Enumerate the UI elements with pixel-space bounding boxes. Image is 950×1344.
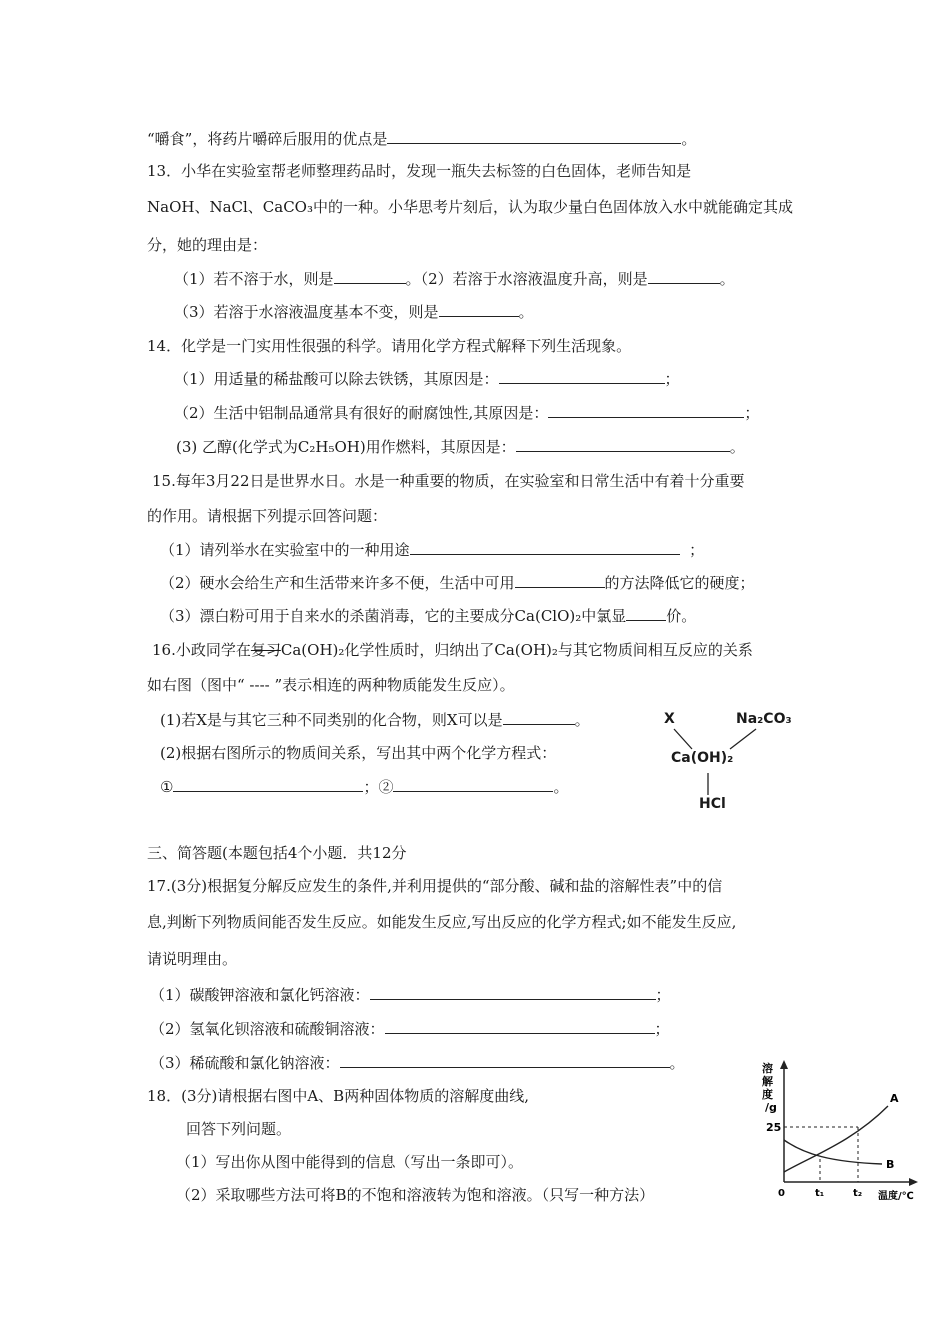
q16-part-1: (1)若X是与其它三种不同类别的化合物，则X可以是 。 bbox=[160, 711, 590, 729]
q13-line-1: 13．小华在实验室帮老师整理药品时，发现一瓶失去标签的白色固体，老师告知是 bbox=[147, 162, 692, 180]
q12-line: “嚼食”，将药片嚼碎后服用的优点是 。 bbox=[147, 130, 697, 148]
q16-line-2: 如右图（图中“ ---- ”表示相连的两种物质能发生反应）。 bbox=[147, 676, 515, 694]
answer-blank[interactable] bbox=[548, 403, 744, 418]
diagram-x: X bbox=[664, 711, 675, 727]
q15-part-1: （1）请列举水在实验室中的一种用途 ； bbox=[160, 541, 705, 559]
connector-x bbox=[674, 729, 692, 749]
curve-b-label: B bbox=[886, 1158, 895, 1171]
curve-b bbox=[784, 1140, 882, 1164]
answer-blank[interactable] bbox=[515, 573, 605, 588]
x-tick-t2: t₂ bbox=[853, 1188, 863, 1199]
q15-part-2: （2）硬水会给生产和生活带来许多不便，生活中可用 的方法降低它的硬度； bbox=[160, 574, 755, 592]
q17-part-3: （3）稀硫酸和氯化钠溶液： 。 bbox=[150, 1054, 685, 1072]
curve-a bbox=[784, 1106, 888, 1172]
q14-part-3: (3) 乙醇(化学式为C₂H₅OH)用作燃料，其原因是： 。 bbox=[176, 438, 745, 456]
q17-part-2: （2）氢氧化钡溶液和硫酸铜溶液： ； bbox=[150, 1020, 670, 1038]
diagram-caoh2: Ca(OH)₂ bbox=[671, 750, 734, 766]
q18-part-1: （1）写出你从图中能得到的信息（写出一条即可）。 bbox=[176, 1153, 524, 1171]
q17-line-2: 息,判断下列物质间能否发生反应。如能发生反应,写出反应的化学方程式;如不能发生反应, bbox=[147, 913, 737, 931]
q14-part-1: （1）用适量的稀盐酸可以除去铁锈，其原因是： ； bbox=[174, 370, 680, 388]
solubility-chart bbox=[752, 1058, 932, 1208]
curve-a-label: A bbox=[890, 1092, 899, 1105]
q17-line-3: 请说明理由。 bbox=[147, 950, 238, 968]
answer-blank[interactable] bbox=[340, 1053, 670, 1068]
answer-blank[interactable] bbox=[516, 437, 730, 452]
q15-part-3: （3）漂白粉可用于自来水的杀菌消毒，它的主要成分Ca(ClO)₂中氯显 价。 bbox=[160, 607, 697, 625]
q16-line-1: 16.小政同学在复习Ca(OH)₂化学性质时，归纳出了Ca(OH)₂与其它物质间相互反应的关系 bbox=[152, 641, 753, 659]
answer-blank[interactable] bbox=[626, 606, 666, 621]
y-tick-25: 25 bbox=[766, 1121, 782, 1134]
y-axis-label-2: 解 bbox=[762, 1075, 773, 1088]
answer-blank[interactable] bbox=[410, 540, 680, 555]
q15-line-2: 的作用。请根据下列提示回答问题： bbox=[147, 507, 388, 525]
q16-part-2: (2)根据右图所示的物质间关系，写出其中两个化学方程式： bbox=[160, 744, 557, 762]
q13-line-3: 分，她的理由是： bbox=[147, 236, 268, 254]
answer-blank[interactable] bbox=[370, 985, 656, 1000]
diagram-hcl: HCl bbox=[699, 796, 726, 812]
diagram-na2co3: Na₂CO₃ bbox=[736, 711, 792, 727]
y-axis-label-3: 度 bbox=[762, 1088, 773, 1101]
answer-blank[interactable] bbox=[499, 369, 665, 384]
answer-blank[interactable] bbox=[648, 269, 720, 284]
x-tick-t1: t₁ bbox=[815, 1188, 825, 1199]
q15-line-1: 15.每年3月22日是世界水日。水是一种重要的物质，在实验室和日常生活中有着十分重要 bbox=[152, 472, 745, 490]
y-axis-label-4: /g bbox=[765, 1101, 777, 1114]
section-3-heading: 三、简答题(本题包括4个小题．共12分 bbox=[147, 844, 407, 862]
y-axis-label-1: 溶 bbox=[762, 1062, 773, 1075]
answer-blank[interactable] bbox=[393, 777, 553, 792]
q16-equations: ① ；② 。 bbox=[160, 778, 569, 796]
connector-na2co3 bbox=[730, 729, 756, 749]
q17-part-1: （1）碳酸钾溶液和氯化钙溶液： ； bbox=[150, 986, 671, 1004]
q17-line-1: 17.(3分)根据复分解反应发生的条件,并利用提供的“部分酸、碱和盐的溶解性表”中的信 bbox=[147, 877, 723, 895]
x-tick-0: 0 bbox=[778, 1188, 785, 1199]
diagram-connectors bbox=[660, 725, 780, 805]
answer-blank[interactable] bbox=[503, 710, 575, 725]
q18-line-1: 18．(3分)请根据右图中A、B两种固体物质的溶解度曲线, bbox=[147, 1087, 529, 1105]
q13-part-1-2: （1）若不溶于水，则是 。（2）若溶于水溶液温度升高，则是 。 bbox=[174, 270, 735, 288]
q13-part-3: （3）若溶于水溶液温度基本不变，则是 。 bbox=[174, 303, 534, 321]
q18-line-2: 回答下列问题。 bbox=[186, 1120, 292, 1138]
answer-blank[interactable] bbox=[173, 777, 363, 792]
q13-line-2: NaOH、NaCl、CaCO₃中的一种。小华思考片刻后，认为取少量白色固体放入水中就能确定其成 bbox=[147, 198, 793, 216]
q14-part-2: （2）生活中铝制品通常具有很好的耐腐蚀性,其原因是： ； bbox=[174, 404, 760, 422]
x-axis-arrow bbox=[909, 1178, 918, 1186]
q14-line-1: 14．化学是一门实用性很强的科学。请用化学方程式解释下列生活现象。 bbox=[147, 337, 632, 355]
answer-blank[interactable] bbox=[385, 1019, 655, 1034]
answer-blank[interactable] bbox=[334, 269, 406, 284]
answer-blank[interactable] bbox=[387, 129, 681, 144]
x-axis-label: 温度/℃ bbox=[878, 1191, 914, 1202]
answer-blank[interactable] bbox=[439, 302, 519, 317]
y-axis-arrow bbox=[780, 1060, 788, 1069]
q18-part-2: （2）采取哪些方法可将B的不饱和溶液转为饱和溶液。（只写一种方法） bbox=[176, 1186, 655, 1204]
